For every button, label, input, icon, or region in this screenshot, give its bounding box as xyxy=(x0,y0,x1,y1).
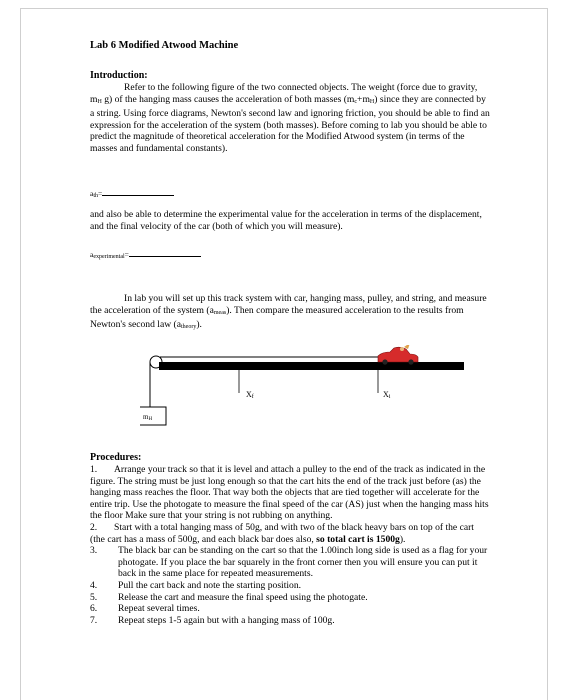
procedure-item-6 xyxy=(90,603,490,615)
proc-num-5: 5. xyxy=(90,591,98,603)
intro-paragraph xyxy=(90,82,490,155)
proc-text-4: Pull the cart back and note the starting position. xyxy=(118,579,302,591)
a-experimental-line xyxy=(90,249,201,264)
a-theory-label: a xyxy=(90,189,94,198)
proc-text-6: Repeat several times. xyxy=(118,603,200,615)
intro-heading: Introduction: xyxy=(90,70,148,81)
proc-text-2: Start with a total hanging mass of 50g, and with two of the black heavy bars on top of the cart (the cart has a mass of 500g, and each black bar does also, xyxy=(90,521,474,545)
a-exp-label: a xyxy=(90,250,94,259)
a-theory-line xyxy=(90,188,174,203)
procedure-item-4 xyxy=(90,580,490,592)
proc-bold-2: so total cart is 1500g xyxy=(316,533,400,545)
page-title: Lab 6 Modified Atwood Machine xyxy=(90,40,239,51)
p3-a: In lab you will set up this track system with car, hanging mass, pulley, and string, and measure the acceleration of the system (a xyxy=(90,293,487,316)
procedure-item-1 xyxy=(90,464,490,522)
xi-label: Xi xyxy=(383,390,391,400)
proc-num-3: 3. xyxy=(90,545,98,557)
a-theory-sub: th xyxy=(93,193,99,199)
a-exp-blank[interactable] xyxy=(129,256,201,257)
proc-num-6: 6. xyxy=(90,603,98,615)
intro-text-4: ) since they are connected by a string. Using force diagrams, Newton's second law and ignoring friction, you should be able to find an expression for the acceleration of the system (both masses). Before coming to lab you should be able to predict the magnitude of theoretical acceleration for the Modified Atwood system (in terms of the masses and fundamental constants). xyxy=(90,93,490,154)
paragraph-3-text xyxy=(90,293,490,334)
a-theory-eq: = xyxy=(98,189,103,198)
procedure-item-3 xyxy=(90,545,490,580)
paragraph-3 xyxy=(90,293,490,334)
proc-num-2: 2. xyxy=(90,521,98,533)
paragraph-2: and also be able to determine the experimental value for the acceleration in terms of the displacement, and the final velocity of the car (both of which you will measure). xyxy=(90,209,482,232)
proc-num-4: 4. xyxy=(90,579,98,591)
procedure-item-2 xyxy=(90,522,490,545)
proc-text-1: Arrange your track so that it is level and attach a pulley to the end of the track as indicated in the figure. The string must be just long enough so that the cart hits the end of the track just before (as) the hanging mass reaches the floor. That way both the objects that are tied together will accelerate for the entire trip. Use the photogate to measure the final speed of the car (AS) just when the hanging mass hits the floor Make sure that your string is not rubbing on anything. xyxy=(90,464,489,522)
procedure-item-7 xyxy=(90,615,490,627)
a-exp-eq: = xyxy=(124,250,129,259)
proc-num-7: 7. xyxy=(90,614,98,626)
intro-sub-3: H xyxy=(369,98,375,105)
red-car-icon xyxy=(378,345,418,365)
p3-c: ). xyxy=(196,319,202,331)
intro-text-3: +m xyxy=(357,93,370,105)
p3-sub1: meas xyxy=(213,309,227,316)
proc-tail-2: ). xyxy=(399,533,406,545)
intro-sub-1: H xyxy=(97,98,102,105)
proc-num-1: 1. xyxy=(90,464,98,475)
a-exp-sub: experimental xyxy=(93,254,125,260)
mass-label: mH xyxy=(143,413,153,422)
p3-b: ). Then compare the measured acceleration to the results from Newton's second law (a xyxy=(90,304,464,331)
procedure-item-5 xyxy=(90,592,490,604)
track xyxy=(159,362,464,370)
proc-text-5: Release the cart and measure the final speed using the photogate. xyxy=(118,591,368,603)
procedures-heading: Procedures: xyxy=(90,452,142,463)
proc-text-3: The black bar can be standing on the cart so that the 1.00inch long side is used as a flag for your photogate. If you place the bar squarely in the front corner then you will ensure you can put it back in the same place for repeated measurements. xyxy=(118,545,488,580)
intro-text-1: Refer to the following figure of the two connected objects. The weight (force due to gravity, m xyxy=(90,82,478,105)
intro-text-2: g) of the hanging mass causes the acceleration of both masses (m xyxy=(101,93,355,105)
xf-label: Xf xyxy=(246,390,254,400)
atwood-diagram xyxy=(140,345,470,445)
p3-sub2: theory xyxy=(180,324,197,331)
procedures-list xyxy=(90,464,490,626)
a-theory-blank[interactable] xyxy=(102,195,174,196)
proc-text-7: Repeat steps 1-5 again but with a hanging mass of 100g. xyxy=(118,614,335,626)
intro-sub-2: c xyxy=(354,98,358,105)
